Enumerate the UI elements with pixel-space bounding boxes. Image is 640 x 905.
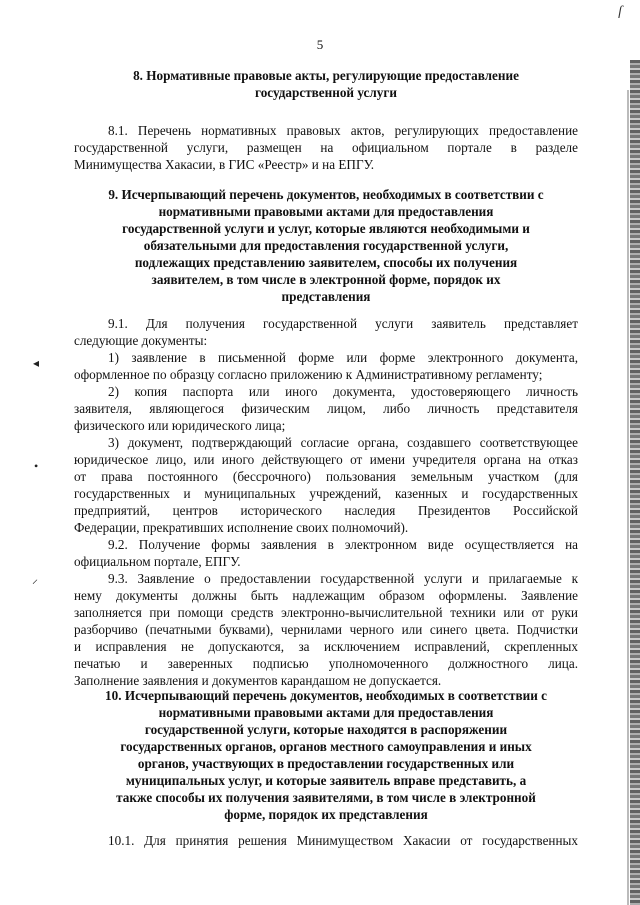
text-line: печатью и заверенных подписью уполномоченного должностного лица.: [74, 656, 578, 671]
heading-line: нормативными правовыми актами для предоставления: [158, 705, 494, 720]
heading-line: также способы их получения заявителями, в том числе в электронной: [116, 790, 536, 805]
scan-artifact-mark: ◂: [33, 356, 40, 370]
text-line: предприятий, центров исторического наследия Президентов Российской: [74, 503, 578, 518]
heading-line: государственных органов, органов местного самоуправления и иных: [120, 739, 532, 754]
text-line: юридическое лицо, или иного действующего от имени учредителя органа на отказ: [74, 452, 578, 467]
text-line: 8.1. Перечень нормативных правовых актов, регулирующих предоставление: [108, 123, 578, 138]
paragraph-9-3: [74, 570, 578, 689]
handwritten-corner-mark: ſ: [618, 4, 622, 19]
scan-edge-line: [627, 90, 629, 905]
text-line: 9.1. Для получения государственной услуги заявитель представляет: [108, 316, 578, 331]
heading-line: государственной услуги: [255, 85, 397, 100]
heading-line: 10. Исчерпывающий перечень документов, необходимых в соответствии с: [105, 688, 547, 703]
list-item-2: [74, 383, 578, 434]
text-line: заявителя, являющегося физическим лицом, либо личность представителя: [74, 401, 578, 416]
scan-artifact-mark: ⸝: [32, 572, 39, 586]
heading-line: нормативными правовыми актами для предоставления: [158, 204, 494, 219]
heading-line: форме, порядок их представления: [224, 807, 428, 822]
heading-line: подлежащих представлению заявителем, способы их получения: [134, 255, 518, 270]
heading-line: 8. Нормативные правовые акты, регулирующие предоставление: [133, 68, 519, 83]
scan-artifact-mark: •: [34, 459, 39, 473]
heading-line: государственной услуги, которые находятся в распоряжении: [144, 722, 508, 737]
text-line: 9.3. Заявление о предоставлении государственной услуги и прилагаемые к: [108, 571, 578, 586]
text-line: следующие документы:: [74, 333, 208, 348]
text-line: оформленное по образцу согласно приложению к Административному регламенту;: [74, 367, 543, 382]
text-line: официальном портале, ЕПГУ.: [74, 554, 241, 569]
text-line: нему документы должны быть надлежащим образом оформлены. Заявление: [74, 588, 578, 603]
heading-line: органов, участвующих в предоставлении государственных или: [137, 756, 515, 771]
section-8-heading: [74, 67, 578, 101]
text-line: от права постоянного (бессрочного) пользования земельным участком (для: [74, 469, 578, 484]
text-line: Федерации, прекративших исполнение своих полномочий).: [74, 520, 409, 535]
text-line: разборчиво (печатными буквами), чернилами черного или синего цвета. Подчистки: [74, 622, 578, 637]
text-line: государственной услуги, размещен на официальном портале в разделе: [74, 140, 578, 155]
text-line: и исправления не допускаются, за исключением исправлений, скрепленных: [74, 639, 578, 654]
text-line: физического или юридического лица;: [74, 418, 286, 433]
text-line: 1) заявление в письменной форме или форме электронного документа,: [108, 350, 578, 365]
heading-line: муниципальных услуг, и которые заявитель вправе представить, а: [125, 773, 527, 788]
text-line: 3) документ, подтверждающий согласие органа, создавшего соответствующее: [108, 435, 578, 450]
paragraph-10-1: [74, 832, 578, 849]
text-line: Заполнение заявления и документов карандашом не допускается.: [74, 673, 442, 688]
section-9-heading: [74, 186, 578, 305]
list-item-1: [74, 349, 578, 383]
text-line: Минимущества Хакасии, в ГИС «Реестр» и на ЕПГУ.: [74, 157, 375, 172]
heading-line: представления: [281, 289, 371, 304]
heading-line: заявителем, в том числе в электронной форме, порядок их: [151, 272, 501, 287]
text-line: 2) копия паспорта или иного документа, удостоверяющего личность: [108, 384, 578, 399]
text-line: заполняется при помощи средств электронно-вычислительной техники или от руки: [74, 605, 578, 620]
heading-line: государственной услуги и услуг, которые являются необходимыми и: [122, 221, 530, 236]
page-number: 5: [316, 37, 324, 52]
section-10-heading: [74, 687, 578, 823]
heading-line: 9. Исчерпывающий перечень документов, необходимых в соответствии с: [108, 187, 544, 202]
paragraph-8-1: [74, 122, 578, 173]
scan-edge-shadow: [630, 60, 640, 905]
paragraph-9-1: [74, 315, 578, 349]
list-item-3: [74, 434, 578, 536]
text-line: 10.1. Для принятия решения Минимуществом Хакасии от государственных: [108, 833, 578, 848]
text-line: 9.2. Получение формы заявления в электронном виде осуществляется на: [108, 537, 578, 552]
paragraph-9-2: [74, 536, 578, 570]
heading-line: обязательными для предоставления государственной услуги,: [143, 238, 509, 253]
text-line: государственных и муниципальных учреждений, казенных и государственных: [74, 486, 578, 501]
